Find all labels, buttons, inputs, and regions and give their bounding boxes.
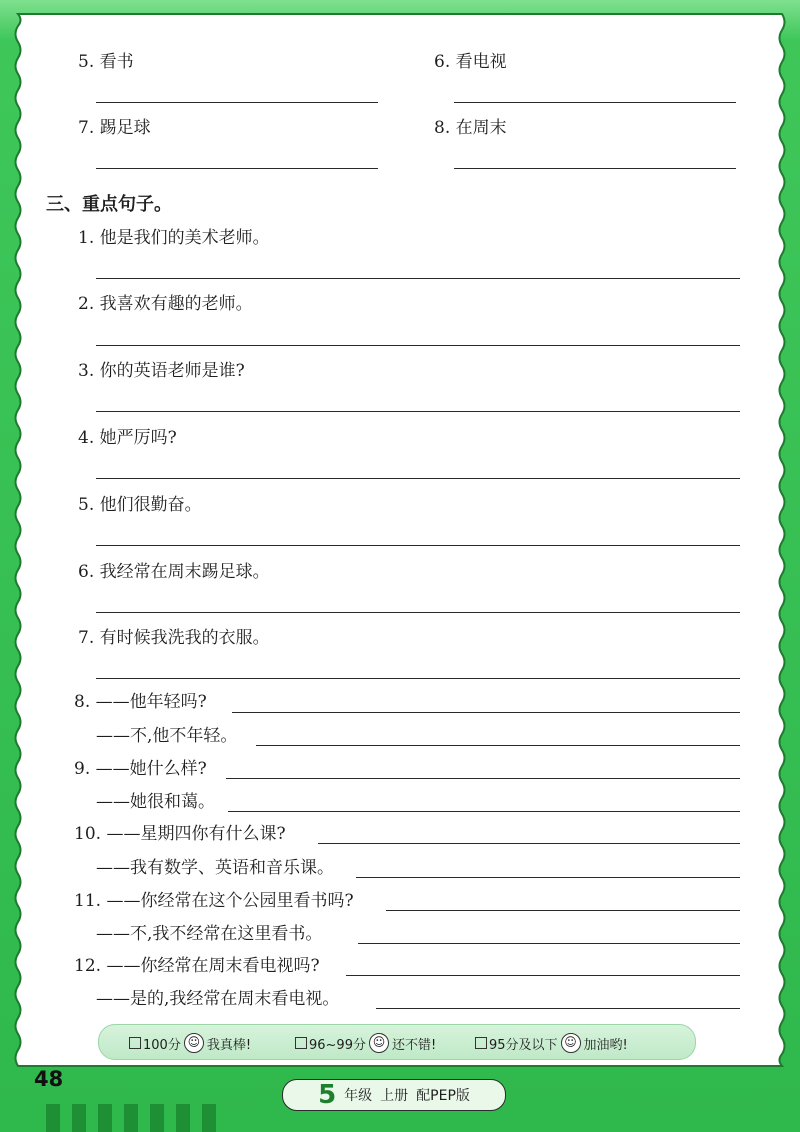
answer-line[interactable] [454, 168, 736, 169]
dialog-question: 12. ——你经常在周末看电视吗? [74, 956, 320, 976]
answer-line[interactable] [96, 478, 740, 479]
answer-line[interactable] [96, 278, 740, 279]
answer-line[interactable] [346, 975, 740, 976]
dialog-question: 9. ——她什么样? [74, 759, 207, 779]
answer-line[interactable] [454, 102, 736, 103]
dialog-answer: ——我有数学、英语和音乐课。 [96, 858, 334, 878]
vocab-item: 7. 踢足球 [78, 118, 151, 138]
sentence-item: 7. 有时候我洗我的衣服。 [78, 628, 270, 648]
answer-line[interactable] [96, 545, 740, 546]
answer-line[interactable] [228, 811, 740, 812]
vocab-item: 5. 看书 [78, 52, 134, 72]
grade-badge [282, 1079, 506, 1111]
score-comment: 还不错! [391, 1037, 437, 1053]
score-comment: 我真棒! [206, 1037, 252, 1053]
answer-line[interactable] [376, 1008, 740, 1009]
smiley-try-icon: ☺ [561, 1033, 581, 1053]
score-comment: 加油哟! [583, 1037, 628, 1053]
section-title: 三、重点句子。 [46, 194, 172, 215]
vocab-item: 6. 看电视 [434, 52, 507, 72]
smiley-cheer-icon: ☺ [184, 1033, 204, 1053]
dialog-question: 8. ——他年轻吗? [74, 692, 207, 712]
answer-line[interactable] [96, 102, 378, 103]
score-label: 100分 [143, 1037, 181, 1053]
dialog-answer: ——她很和蔼。 [96, 792, 215, 812]
dialog-answer: ——不,他不年轻。 [96, 726, 238, 746]
volume-text: 上册 [380, 1088, 409, 1104]
score-bar [98, 1024, 696, 1060]
grade-number: 5 [318, 1080, 337, 1110]
sentence-item: 2. 我喜欢有趣的老师。 [78, 294, 253, 314]
sentence-item: 3. 你的英语老师是谁? [78, 361, 245, 381]
answer-line[interactable] [226, 778, 740, 779]
grade-text: 年级 [344, 1088, 373, 1104]
dialog-answer: ——不,我不经常在这里看书。 [96, 924, 323, 944]
checkbox[interactable] [475, 1037, 487, 1049]
answer-line[interactable] [318, 843, 740, 844]
answer-line[interactable] [96, 612, 740, 613]
answer-line[interactable] [232, 712, 740, 713]
answer-line[interactable] [256, 745, 740, 746]
answer-line[interactable] [96, 678, 740, 679]
answer-line[interactable] [356, 877, 740, 878]
score-label: 95分及以下 [489, 1037, 558, 1053]
dialog-answer: ——是的,我经常在周末看电视。 [96, 989, 340, 1009]
score-option[interactable] [129, 1033, 251, 1053]
sentence-item: 4. 她严厉吗? [78, 428, 177, 448]
score-option[interactable] [475, 1033, 628, 1053]
answer-line[interactable] [96, 411, 740, 412]
sentence-item: 5. 他们很勤奋。 [78, 495, 202, 515]
score-option[interactable] [295, 1033, 436, 1053]
dialog-question: 10. ——星期四你有什么课? [74, 824, 286, 844]
vocab-item: 8. 在周末 [434, 118, 507, 138]
smiley-icon: ☺ [369, 1033, 389, 1053]
sentence-item: 6. 我经常在周末踢足球。 [78, 562, 270, 582]
checkbox[interactable] [129, 1037, 141, 1049]
answer-line[interactable] [96, 345, 740, 346]
answer-line[interactable] [358, 943, 740, 944]
answer-line[interactable] [96, 168, 378, 169]
dialog-question: 11. ——你经常在这个公园里看书吗? [74, 891, 354, 911]
score-label: 96~99分 [309, 1037, 366, 1053]
checkbox[interactable] [295, 1037, 307, 1049]
answer-line[interactable] [386, 910, 740, 911]
edition-text: 配PEP版 [416, 1088, 470, 1104]
sentence-item: 1. 他是我们的美术老师。 [78, 228, 270, 248]
page-number: 48 [34, 1067, 64, 1091]
